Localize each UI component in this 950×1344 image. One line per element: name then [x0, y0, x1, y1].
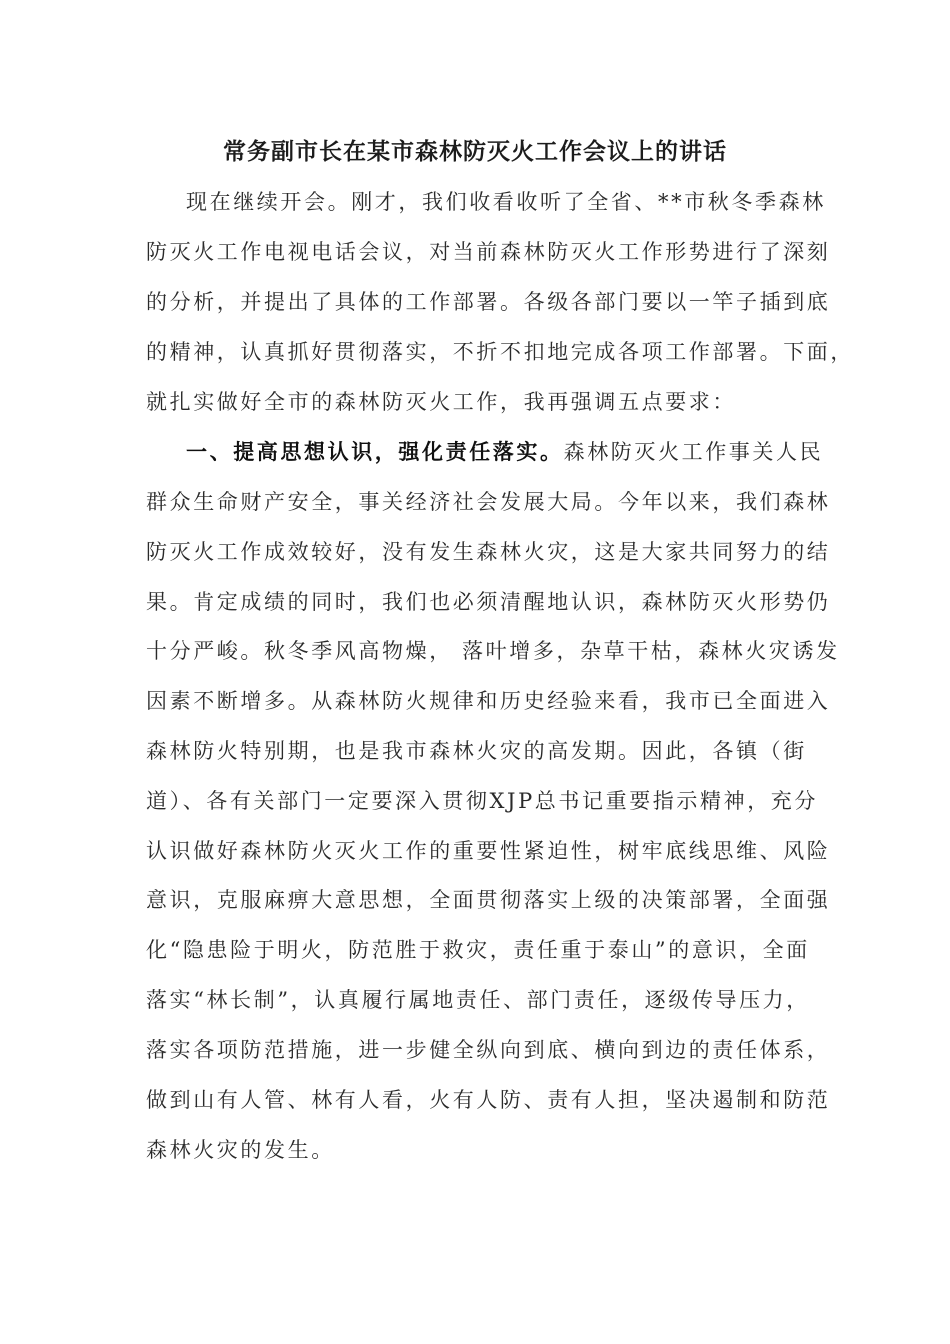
section-heading: 一、提高思想认识，强化责任落实。 [186, 439, 564, 464]
paragraph-2-line-12: 落实“林长制”，认真履行属地责任、部门责任，逐级传导压力， [146, 988, 810, 1012]
paragraph-2-line-8: 道）、各有关部门一定要深入贯彻XJP总书记重要指示精神，充分 [146, 789, 818, 813]
paragraph-2-line-14: 做到山有人管、林有人看，火有人防、责有人担，坚决遏制和防范 [146, 1088, 831, 1112]
paragraph-2-line-4: 果。肯定成绩的同时，我们也必须清醒地认识，森林防灭火形势仍 [146, 590, 831, 614]
paragraph-1-line-3: 的分析，并提出了具体的工作部署。各级各部门要以一竿子插到底 [146, 290, 831, 314]
paragraph-2-line-1-text: 森林防灭火工作事关人民 [563, 440, 824, 464]
paragraph-2-line-3: 防灭火工作成效较好，没有发生森林火灾，这是大家共同努力的结 [146, 540, 831, 564]
paragraph-2-line-6: 因素不断增多。从森林防火规律和历史经验来看，我市已全面进入 [146, 689, 831, 713]
paragraph-1-line-5: 就扎实做好全市的森林防灭火工作，我再强调五点要求： [146, 390, 736, 414]
paragraph-2-line-11: 化“隐患险于明火，防范胜于救灾，责任重于泰山”的意识，全面 [146, 938, 810, 962]
paragraph-2-line-9: 认识做好森林防火灭火工作的重要性紧迫性，树牢底线思维、风险 [146, 839, 831, 863]
paragraph-2-line-2: 群众生命财产安全，事关经济社会发展大局。今年以来，我们森林 [146, 490, 831, 514]
paragraph-2-line-7: 森林防火特别期，也是我市森林火灾的高发期。因此，各镇（街 [146, 739, 807, 763]
paragraph-2-line-1 [186, 437, 823, 467]
paragraph-2-line-15: 森林火灾的发生。 [146, 1138, 335, 1162]
paragraph-2-line-5: 十分严峻。秋冬季风高物燥， 落叶增多，杂草干枯，森林火灾诱发 [146, 639, 840, 663]
paragraph-2-line-13: 落实各项防范措施，进一步健全纵向到底、横向到边的责任体系， [146, 1038, 831, 1062]
paragraph-2-line-10: 意识，克服麻痹大意思想，全面贯彻落实上级的决策部署，全面强 [146, 888, 831, 912]
paragraph-1-line-1: 现在继续开会。刚才，我们收看收听了全省、**市秋冬季森林 [186, 190, 826, 214]
paragraph-1-line-4: 的精神，认真抓好贯彻落实，不折不扣地完成各项工作部署。下面， [146, 340, 854, 364]
paragraph-1-line-2: 防灭火工作电视电话会议，对当前森林防灭火工作形势进行了深刻 [146, 240, 831, 264]
document-title: 常务副市长在某市森林防灭火工作会议上的讲话 [223, 138, 727, 165]
